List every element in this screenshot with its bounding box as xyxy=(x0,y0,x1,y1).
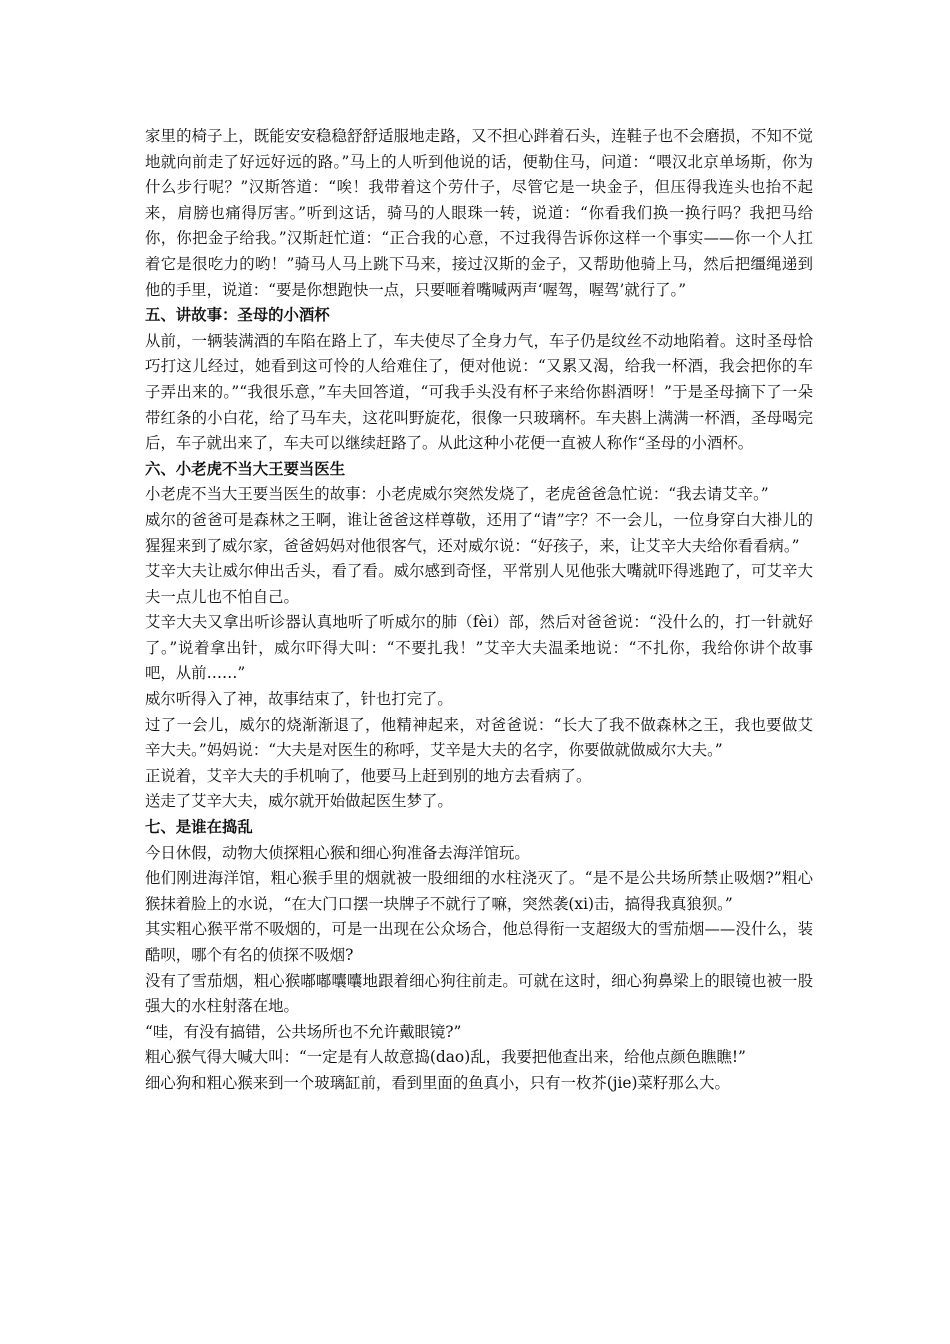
body-paragraph: 过了一会儿，威尔的烧渐渐退了，他精神起来，对爸爸说：“长大了我不做森林之王，我也要做艾辛大夫。”妈妈说：“大夫是对医生的称呼，艾辛是大夫的名字，你要做就做威尔大夫。” xyxy=(145,715,813,760)
body-paragraph: 其实粗心猴平常不吸烟的，可是一出现在公众场合，他总得衔一支超级大的雪茄烟——没什么，装酷呗，哪个有名的侦探不吸烟? xyxy=(145,920,813,964)
body-paragraph: 正说着，艾辛大夫的手机响了，他要马上赶到别的地方去看病了。 xyxy=(145,766,592,785)
body-paragraph: 今日休假，动物大侦探粗心猴和细心狗准备去海洋馆玩。 xyxy=(145,843,530,862)
body-paragraph: 威尔的爸爸可是森林之王啊，谁让爸爸这样尊敬，还用了“请”字？不一会儿，一位身穿白大褂儿的猩猩来到了威尔家，爸爸妈妈对他很客气，还对威尔说：“好孩子，来，让艾辛大夫给你看看病。” xyxy=(145,510,813,555)
body-paragraph: “哇，有没有搞错，公共场所也不允许戴眼镜?” xyxy=(145,1022,462,1041)
body-paragraph: 没有了雪茄烟，粗心猴嘟嘟囔囔地跟着细心狗往前走。可就在这时，细心狗鼻梁上的眼镜也被一股强大的水柱射落在地。 xyxy=(145,971,813,1016)
body-paragraph: 他们刚进海洋馆，粗心猴手里的烟就被一股细细的水柱浇灭了。“是不是公共场所禁止吸烟?”粗心猴抹着脸上的水说，“在大门口摆一块牌子不就行了嘛，突然袭(xi)击，搞得我真狼狈。” xyxy=(145,869,813,913)
section-heading: 五、讲故事：圣母的小酒杯 xyxy=(145,306,330,325)
body-paragraph: 粗心猴气得大喊大叫：“一定是有人故意捣(dao)乱，我要把他查出来，给他点颜色瞧瞧!” xyxy=(145,1048,746,1067)
section-heading: 七、是谁在捣乱 xyxy=(145,818,253,837)
body-paragraph: 送走了艾辛大夫，威尔就开始做起医生梦了。 xyxy=(145,792,453,811)
body-paragraph: 艾辛大夫又拿出听诊器认真地听了听威尔的肺（fèi）部，然后对爸爸说：“没什么的，打一针就好了。”说着拿出针，威尔吓得大叫：“不要扎我！”艾辛大夫温柔地说：“不扎你，我给你讲个故事吧，从前……” xyxy=(145,613,813,683)
body-paragraph: 威尔听得入了神，故事结束了，针也打完了。 xyxy=(145,690,453,709)
body-paragraph: 从前，一辆装满酒的车陷在路上了，车夫使尽了全身力气，车子仍是纹丝不动地陷着。这时圣母恰巧打这儿经过，她看到这可怜的人给难住了，便对他说：“又累又渴，给我一杯酒，我会把你的车子弄出来的。”“我很乐意，”车夫回答道，“可我手头没有杯子来给你斟酒呀！”于是圣母摘下了一朵带红条的小白花，给了马车夫，这花叫野旋花，很像一只玻璃杯。车夫斟上满满一杯酒，圣母喝完后，车子就出来了，车夫可以继续赶路了。从此这种小花便一直被人称作“圣母的小酒杯。 xyxy=(145,331,813,453)
document-body xyxy=(145,124,813,1097)
body-paragraph: 艾辛大夫让威尔伸出舌头，看了看。威尔感到奇怪，平常别人见他张大嘴就吓得逃跑了，可艾辛大夫一点儿也不怕自己。 xyxy=(145,562,813,606)
body-paragraph: 小老虎不当大王要当医生的故事：小老虎威尔突然发烧了，老虎爸爸急忙说：“我去请艾辛。” xyxy=(145,485,769,504)
body-paragraph: 细心狗和粗心猴来到一个玻璃缸前，看到里面的鱼真小，只有一枚芥(jie)菜籽那么大。 xyxy=(145,1073,730,1092)
body-paragraph: 家里的椅子上，既能安安稳稳舒舒适服地走路，又不担心跘着石头，连鞋子也不会磨损，不知不觉地就向前走了好远好远的路。”马上的人听到他说的话，便勒住马，问道：“喂汉北京单场斯，你为什么步行呢？”汉斯答道：“唉！我带着这个劳什子，尽管它是一块金子，但压得我连头也抬不起来，肩膀也痛得厉害。”听到这话，骑马的人眼珠一转，说道：“你看我们换一换行吗？我把马给你，你把金子给我。”汉斯赶忙道：“正合我的心意，不过我得告诉你这样一个事实——你一个人扛着它是很吃力的哟！”骑马人马上跳下马来，接过汉斯的金子，又帮助他骑上马，然后把缰绳递到他的手里，说道：“要是你想跑快一点，只要咂着嘴喊两声‘喔驾，喔驾’就行了。” xyxy=(145,127,813,299)
section-heading: 六、小老虎不当大王要当医生 xyxy=(145,459,346,478)
